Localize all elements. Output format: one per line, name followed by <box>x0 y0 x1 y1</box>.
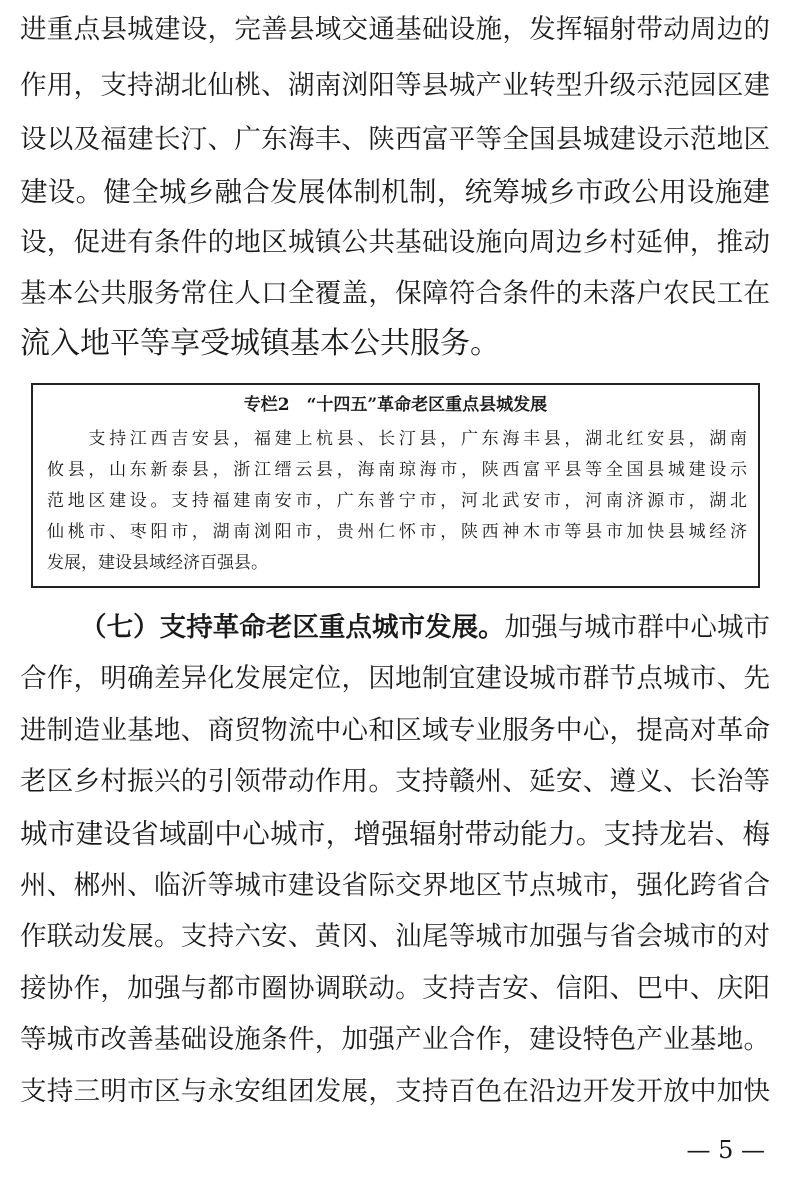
text-line: 州、郴州、临沂等城市建设省际交界地区节点城市，强化跨省合 <box>20 870 770 901</box>
text-line: 作用，支持湖北仙桃、湖南浏阳等县城产业转型升级示范园区建 <box>20 70 770 101</box>
text-line: 支持三明市区与永安组团发展，支持百色在沿边开发开放中加快 <box>20 1076 770 1107</box>
column-box-line: 支持江西吉安县，福建上杭县、长汀县，广东海丰县，湖北红安县，湖南 <box>47 429 747 449</box>
text-line: 流入地平等享受城镇基本公共服务。 <box>20 326 500 361</box>
text-line: 老区乡村振兴的引领带动作用。支持赣州、延安、遵义、长治等 <box>20 766 770 797</box>
section-heading: （七）支持革命老区重点城市发展。 <box>80 612 505 643</box>
text-line: 设以及福建长汀、广东海丰、陕西富平等全国县城建设示范地区 <box>20 124 770 155</box>
text-line: 基本公共服务常住人口全覆盖，保障符合条件的未落户农民工在 <box>20 278 770 309</box>
text-line: 进制造业基地、商贸物流中心和区域专业服务中心，提高对革命 <box>20 715 770 746</box>
text-line: 设，促进有条件的地区城镇公共基础设施向周边乡村延伸，推动 <box>20 227 770 258</box>
column-box <box>31 383 760 588</box>
column-box-title: 专栏2 “十四五”革命老区重点县城发展 <box>243 395 548 415</box>
column-box-line: 范地区建设。支持福建南安市，广东普宁市，河北武安市，河南济源市，湖北 <box>47 491 747 511</box>
text-line: 作联动发展。支持六安、黄冈、汕尾等城市加强与省会城市的对 <box>20 921 770 952</box>
text-span: 加强与城市群中心城市 <box>504 612 771 643</box>
text-line: 进重点县城建设，完善县域交通基础设施，发挥辐射带动周边的 <box>20 14 770 45</box>
text-line: 城市建设省域副中心城市，增强辐射带动能力。支持龙岩、梅 <box>20 818 770 850</box>
text-line: 建设。健全城乡融合发展体制机制，统筹城乡市政公用设施建 <box>20 176 770 208</box>
column-box-line: 发展，建设县域经济百强县。 <box>47 553 268 573</box>
column-box-line: 攸县，山东新泰县，浙江缙云县，海南琼海市，陕西富平县等全国县城建设示 <box>47 460 747 480</box>
paragraph-2-first-line <box>20 608 770 648</box>
text-line: 合作，明确差异化发展定位，因地制宜建设城市群节点城市、先 <box>20 663 770 694</box>
text-line: 接协作，加强与都市圈协调联动。支持吉安、信阳、巴中、庆阳 <box>20 973 770 1004</box>
text-line: 等城市改善基础设施条件，加强产业合作，建设特色产业基地。 <box>20 1024 770 1055</box>
column-box-line: 仙桃市、枣阳市，湖南浏阳市，贵州仁怀市，陕西神木市等县市加快县城经济 <box>47 522 747 542</box>
page-number: — 5 — <box>686 1136 765 1164</box>
